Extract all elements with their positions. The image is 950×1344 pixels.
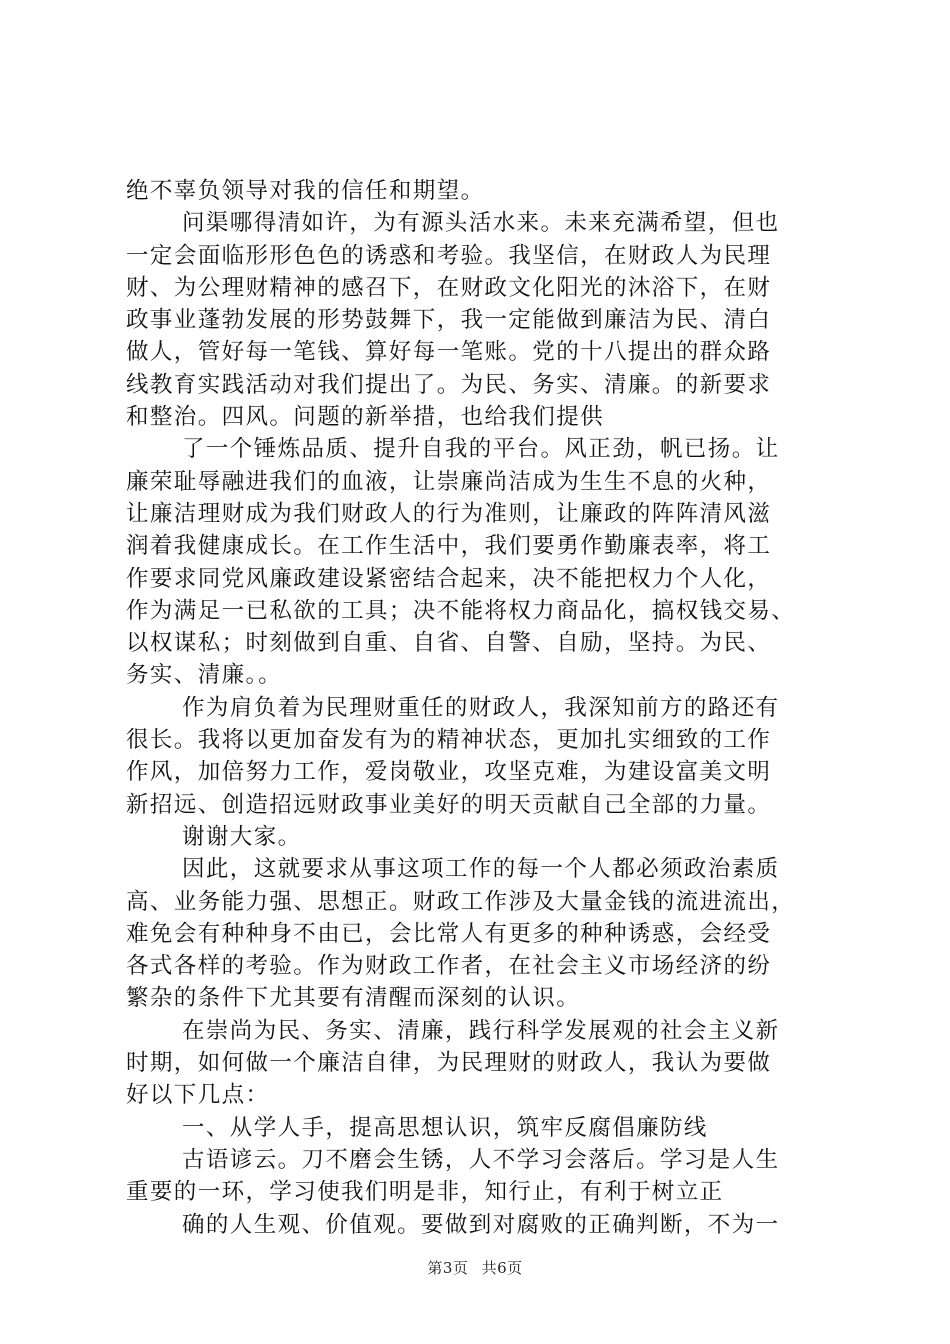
text-line: 确的人生观、价值观。要做到对腐败的正确判断，不为一 — [182, 1211, 780, 1238]
text-line: 古语谚云。刀不磨会生锈，人不学习会落后。学习是人生 — [182, 1146, 780, 1173]
text-line: 作为肩负着为民理财重任的财政人，我深知前方的路还有 — [182, 694, 780, 721]
text-line: 线教育实践活动对我们提出了。为民、务实、清廉。的新要求 — [126, 371, 772, 398]
page-number: 第3页 — [427, 1259, 469, 1277]
text-line: 作要求同党风廉政建设紧密结合起来，决不能把权力个人化， — [126, 565, 772, 592]
text-line: 做人，管好每一笔钱、算好每一笔账。党的十八提出的群众路 — [126, 339, 772, 366]
page-footer — [0, 1257, 950, 1278]
text-line: 一定会面临形形色色的诱惑和考验。我坚信，在财政人为民理 — [126, 242, 772, 269]
text-line: 各式各样的考验。作为财政工作者，在社会主义市场经济的纷 — [126, 953, 772, 980]
text-line: 重要的一环，学习使我们明是非，知行止，有利于树立正 — [126, 1179, 724, 1206]
text-line: 政事业蓬勃发展的形势鼓舞下，我一定能做到廉洁为民、清白 — [126, 307, 772, 334]
text-line: 和整治。四风。问题的新举措，也给我们提供 — [126, 404, 605, 431]
text-line: 时期，如何做一个廉洁自律，为民理财的财政人，我认为要做 — [126, 1050, 772, 1077]
text-line: 绝不辜负领导对我的信任和期望。 — [126, 178, 485, 204]
text-line: 作风，加倍努力工作，爱岗敬业，攻坚克难，为建设富美文明 — [126, 759, 772, 786]
text-line: 难免会有种种身不由已，会比常人有更多的种种诱惑，会经受 — [126, 920, 772, 947]
document-body — [126, 175, 846, 1241]
text-line: 润着我健康成长。在工作生活中，我们要勇作勤廉表率，将工 — [126, 533, 772, 560]
text-line: 财、为公理财精神的感召下，在财政文化阳光的沐浴下，在财 — [126, 274, 772, 301]
text-line: 了一个锤炼品质、提升自我的平台。风正劲，帆已扬。让 — [182, 436, 780, 463]
text-line: 问渠哪得清如许，为有源头活水来。未来充满希望，但也 — [182, 210, 780, 237]
text-line: 好以下几点： — [126, 1082, 270, 1109]
text-line: 廉荣耻辱融进我们的血液，让崇廉尚洁成为生生不息的火种， — [126, 468, 772, 495]
text-line: 新招远、创造招远财政事业美好的明天贡献自己全部的力量。 — [126, 791, 772, 818]
text-line: 谢谢大家。 — [182, 823, 302, 850]
text-line: 务实、清廉。。 — [126, 662, 283, 689]
text-line: 很长。我将以更加奋发有为的精神状态，更加扎实细致的工作 — [126, 727, 772, 754]
text-line: 在崇尚为民、务实、清廉，践行科学发展观的社会主义新 — [182, 1017, 780, 1044]
text-line: 以权谋私；时刻做到自重、自省、自警、自励，坚持。为民、 — [126, 630, 772, 657]
text-line: 作为满足一已私欲的工具；决不能将权力商品化，搞权钱交易、 — [126, 597, 796, 624]
text-line: 繁杂的条件下尤其要有清醒而深刻的认识。 — [126, 985, 581, 1012]
text-line: 让廉洁理财成为我们财政人的行为准则，让廉政的阵阵清风滋 — [126, 500, 772, 527]
page-total: 共6页 — [481, 1259, 523, 1277]
text-line: 高、业务能力强、思想正。财政工作涉及大量金钱的流进流出， — [126, 888, 796, 915]
text-line: 因此，这就要求从事这项工作的每一个人都必须政治素质 — [182, 856, 780, 883]
text-line: 一、从学人手，提高思想认识，筑牢反腐倡廉防线 — [182, 1114, 708, 1141]
